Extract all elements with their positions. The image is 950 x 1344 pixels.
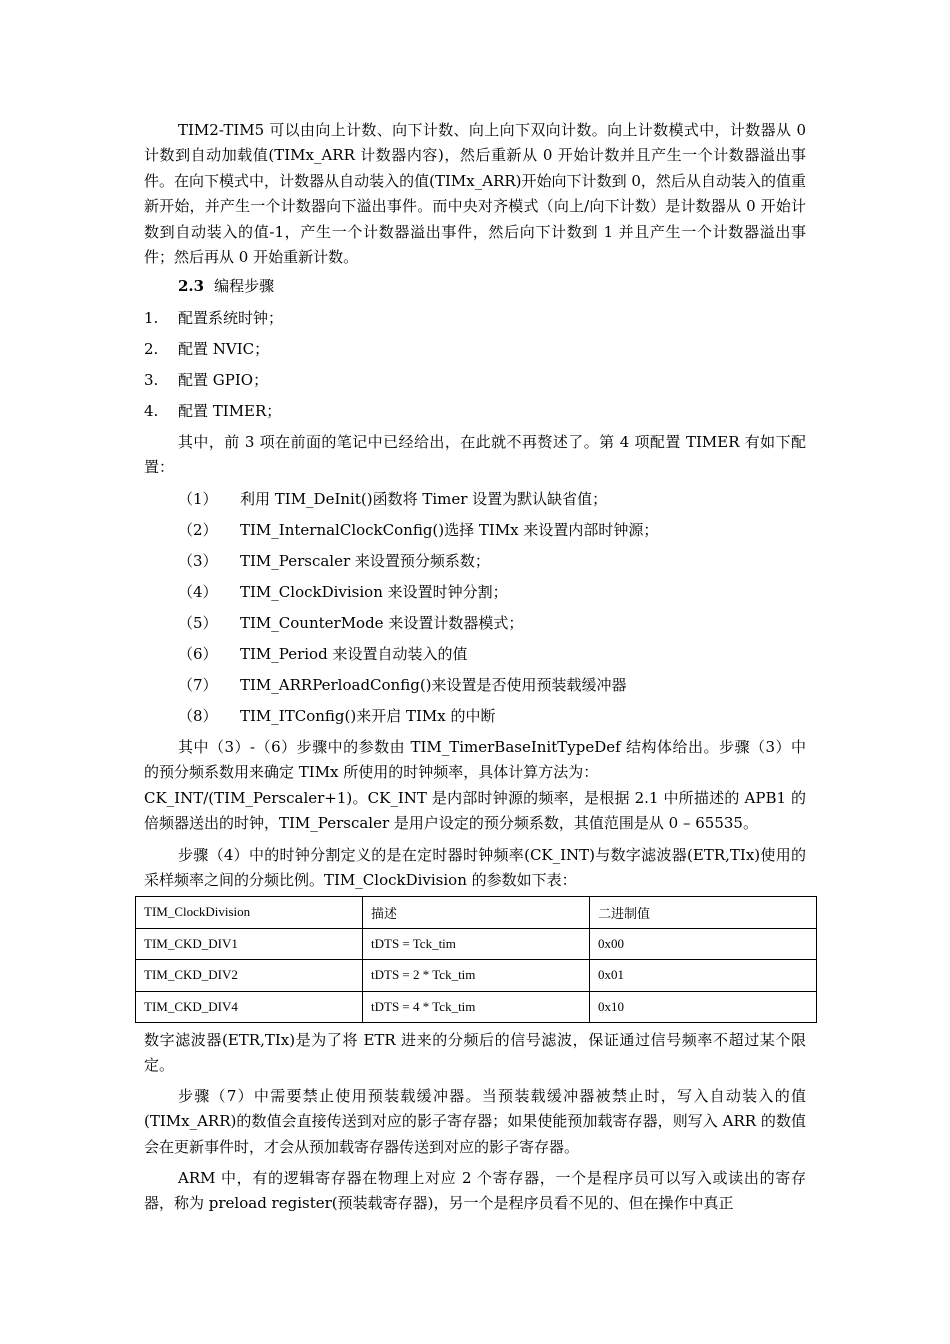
list-item-text: 配置 NVIC； [178,340,270,358]
table-header-row [136,897,817,929]
sub-list-item [178,550,840,572]
sub-list-text: TIM_CounterMode 来设置计数器模式； [240,614,524,632]
sub-list-number: （4） [178,583,218,601]
paragraph-counting-modes: TIM2-TIM5 可以由向上计数、向下计数、向上向下双向计数。向上计数模式中，计数器从 0 计数到自动加载值(TIMx_ARR 计数器内容)，然后重新从 0 开始计数并且产生一个计数器溢出事件。在向下模式中，计数器从自动装入的值(TIMx_ARR)开始向下计数到 0，然后从自动装入的值重新开始，并产生一个计数器向下溢出事件。而中央对齐模式（向上/向下计数）是计数器从 0 开始计数到自动装入的值-1，产生一个计数器溢出事件，然后向下计数到 1 并且产生一个计数器溢出事件；然后再从 0 开始重新计数。 [144,121,806,267]
paragraph-step4: 步骤（4）中的时钟分割定义的是在定时器时钟频率(CK_INT)与数字滤波器(ETR,TIx)使用的采样频率之间的分频比例。TIM_ClockDivision 的参数如下表： [144,846,806,890]
list-item [144,400,806,422]
sub-list-number: （3） [178,552,218,570]
sub-list-item [178,581,840,603]
sub-list-item [178,519,840,541]
table-cell: tDTS = 2 * Tck_tim [363,960,590,992]
section-heading [178,275,840,297]
table-header-cell: TIM_ClockDivision [136,897,363,929]
table-cell: TIM_CKD_DIV2 [136,960,363,992]
section-number: 2.3 [178,277,205,295]
table-cell: 0x10 [590,991,817,1023]
sub-list-number: （8） [178,707,218,725]
table-cell: 0x01 [590,960,817,992]
paragraph-step7: 步骤（7）中需要禁止使用预装载缓冲器。当预装载缓冲器被禁止时，写入自动装入的值(TIMx_ARR)的数值会直接传送到对应的影子寄存器；如果使能预加载寄存器，则写入 ARR 的数值会在更新事件时，才会从预加载寄存器传送到对应的影子寄存器。 [144,1087,806,1156]
list-item [144,369,806,391]
paragraph-arm-registers: ARM 中，有的逻辑寄存器在物理上对应 2 个寄存器，一个是程序员可以写入或读出的寄存器，称为 preload register(预装载寄存器)，另一个是程序员看不见的、但在操作中真正 [144,1169,806,1213]
section-title: 编程步骤 [214,277,275,295]
list-item-number: 1. [144,309,159,327]
table-cell: 0x00 [590,928,817,960]
sub-list-number: （2） [178,521,218,539]
table-cell: TIM_CKD_DIV4 [136,991,363,1023]
paragraph-params-2: CK_INT/(TIM_Perscaler+1)。CK_INT 是内部时钟源的频率，是根据 2.1 中所描述的 APB1 的倍频器送出的时钟，TIM_Perscaler 是用户设定的预分频系数，其值范围是从 0 – 65535。 [144,789,806,833]
paragraph-timer-intro: 其中，前 3 项在前面的笔记中已经给出，在此就不再赘述了。第 4 项配置 TIMER 有如下配置： [144,433,806,477]
sub-list-item [178,612,840,634]
table-row [136,928,817,960]
list-item-number: 2. [144,340,159,358]
list-item-number: 4. [144,402,159,420]
sub-list-text: TIM_ClockDivision 来设置时钟分割； [240,583,508,601]
sub-list-number: （5） [178,614,218,632]
sub-list-number: （7） [178,676,218,694]
sub-list-text: 利用 TIM_DeInit()函数将 Timer 设置为默认缺省值； [240,490,608,508]
clock-division-table [135,896,817,1023]
list-item-text: 配置系统时钟； [178,309,284,327]
table-cell: tDTS = 4 * Tck_tim [363,991,590,1023]
sub-list-item [178,643,840,665]
list-item-number: 3. [144,371,159,389]
sub-list-item [178,705,840,727]
sub-list-item [178,674,840,696]
list-item-text: 配置 TIMER； [178,402,282,420]
sub-list-number: （1） [178,490,218,508]
sub-list-number: （6） [178,645,218,663]
list-item [144,307,806,329]
table-header-cell: 描述 [363,897,590,929]
paragraph-digital-filter: 数字滤波器(ETR,TIx)是为了将 ETR 进来的分频后的信号滤波，保证通过信号频率不超过某个限定。 [144,1031,806,1075]
sub-list-text: TIM_ITConfig()来开启 TIMx 的中断 [240,707,496,725]
sub-list-text: TIM_Period 来设置自动装入的值 [240,645,468,663]
table-row [136,960,817,992]
sub-list-text: TIM_ARRPerloadConfig()来设置是否使用预装载缓冲器 [240,676,627,694]
sub-list-text: TIM_InternalClockConfig()选择 TIMx 来设置内部时钟源； [240,521,659,539]
sub-list-text: TIM_Perscaler 来设置预分频系数； [240,552,490,570]
sub-list-item [178,488,840,510]
table-header-cell: 二进制值 [590,897,817,929]
table-row [136,991,817,1023]
list-item-text: 配置 GPIO； [178,371,269,389]
table-cell: TIM_CKD_DIV1 [136,928,363,960]
paragraph-params-1: 其中（3）-（6）步骤中的参数由 TIM_TimerBaseInitTypeDef 结构体给出。步骤（3）中的预分频系数用来确定 TIMx 所使用的时钟频率，具体计算方法为： [144,738,806,782]
list-item [144,338,806,360]
table-cell: tDTS = Tck_tim [363,928,590,960]
